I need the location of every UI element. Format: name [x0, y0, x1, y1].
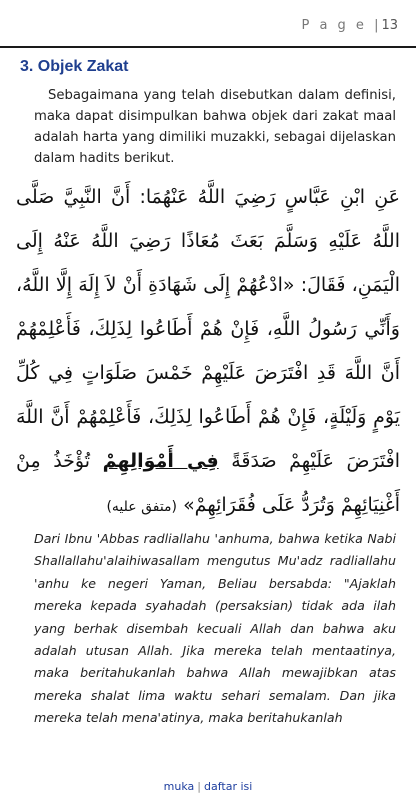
footer-separator: |	[197, 780, 201, 793]
hadith-arabic-main: عَنِ ابْنِ عَبَّاسٍ رَضِيَ اللَّهُ عَنْهُمَا: أَنَّ النَّبِيَّ صَلَّى اللَّهُ عَلَيْهِ وَسَلَّمَ بَعَثَ مُعَاذًا رَضِيَ اللَّهُ عَنْهُ إِلَى الْيَمَنِ، فَقَالَ: «ادْعُهُمْ إِلَى شَهَادَةِ أَنْ لاَ إِلَهَ إِلَّا اللَّهُ، وَأَنِّي رَسُولُ اللَّهِ، فَإِنْ هُمْ أَطَاعُوا لِذَلِكَ، فَأَعْلِمْهُمْ أَنَّ اللَّهَ قَدِ افْتَرَضَ عَلَيْهِمْ خَمْسَ صَلَوَاتٍ فِي كُلِّ يَوْمٍ وَلَيْلَةٍ، فَإِنْ هُمْ أَطَاعُوا لِذَلِكَ، فَأَعْلِمْهُمْ أَنَّ اللَّهَ افْتَرَضَ عَلَيْهِمْ صَدَقَةً	[16, 186, 401, 472]
hadith-translation: Dari Ibnu 'Abbas radliallahu 'anhuma, bahwa ketika Nabi Shallallahu'alaihiwasallam mengutus Mu'adz radliallahu 'anhu ke negeri Yaman, Beliau bersabda: "Ajaklah mereka kepada syahadah (persaksian) tidak ada ilah yang berhak disembah kecuali Allah dan bahwa aku adalah utusan Allah. Jika mereka telah mentaatinya, maka beritahukanlah bahwa Allah mewajibkan atas mereka shalat lima waktu sehari semalam. Dan jika mereka telah mena'atinya, maka beritahukanlah	[34, 531, 396, 726]
hadith-arabic-text	[16, 175, 400, 529]
section-title: 3. Objek Zakat	[20, 58, 129, 75]
page-number-header	[301, 18, 398, 33]
intro-paragraph: Sebagaimana yang telah disebutkan dalam definisi, maka dapat disimpulkan bahwa objek dari zakat maal adalah harta yang dimiliki muzakki, sebagai dijelaskan dalam hadits berikut.	[34, 88, 396, 166]
home-link[interactable]: muka	[163, 780, 195, 793]
page-separator: |	[374, 18, 382, 33]
footer-navigation	[0, 780, 416, 793]
table-of-contents-link[interactable]: daftar isi	[204, 780, 253, 793]
page-label: P a g e	[301, 18, 367, 33]
hadith-arabic-emphasis: فِي أَمْوَالِهِمْ	[102, 450, 219, 472]
page-number: 13	[381, 18, 398, 33]
hadith-reference: (متفق عليه)	[106, 499, 178, 515]
header-divider	[0, 46, 416, 48]
hadith-arabic-tail: تُؤْخَذُ مِنْ أَغْنِيَائِهِمْ وَتُرَدُّ عَلَى فُقَرَائِهِمْ»	[16, 450, 400, 516]
